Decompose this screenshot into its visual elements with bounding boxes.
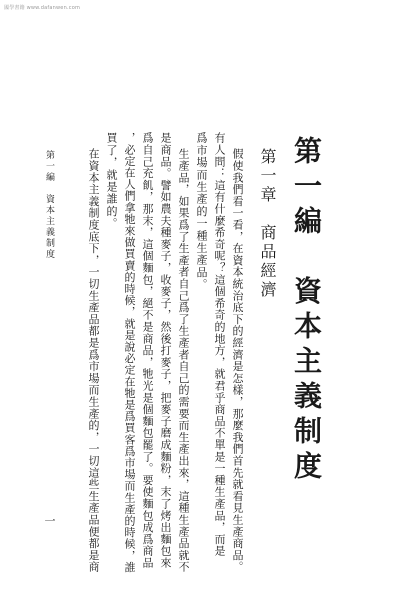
body-line-9: 在資本主義制度底下，一切生產品都是爲市場而生產的，一切這些生產品便都是商 bbox=[87, 148, 100, 573]
body-line-8: 買了，就是誰的。 bbox=[105, 132, 118, 230]
body-line-3: 爲市場而生產的一種生產品。 bbox=[195, 132, 208, 291]
part-title: 第一編 資本主義制度 bbox=[290, 136, 323, 486]
body-line-5: 是商品。譬如農夫種麥子，收麥子，然後打麥子，把麥子磨成麵粉，末了烤出麵包來 bbox=[159, 132, 172, 569]
chapter-title: 第一章 商品經濟 bbox=[258, 148, 277, 300]
body-line-6: 爲自己充飢，那末，這個麵包，絕不是商品，牠光是個麵包罷了。要使麵包成爲商品 bbox=[141, 132, 154, 569]
site-watermark: 國學書籍 www.dafanwen.com bbox=[4, 5, 81, 11]
body-line-2: 有人問：這有什麼希奇呢？這個希奇的地方，就君乎商品不單是一種生產品，而是 bbox=[213, 132, 226, 557]
body-line-4: 生產品，如果爲了生產者自己爲了生產者自己的需要而生產出來，這種生產品就不 bbox=[177, 148, 190, 573]
body-line-1: 假使我們看一看，在資本統治底下的經濟是怎樣，那麼我們首先就看見生產商品。 bbox=[231, 148, 244, 573]
body-line-7: ，必定在人們拿牠來做買賣的時候，就是說必定在牠是爲買客爲市場而生產的時候，誰 bbox=[123, 132, 136, 573]
running-header: 第一編 資本主義制度 bbox=[44, 150, 54, 260]
page-number: 一 bbox=[43, 515, 56, 528]
